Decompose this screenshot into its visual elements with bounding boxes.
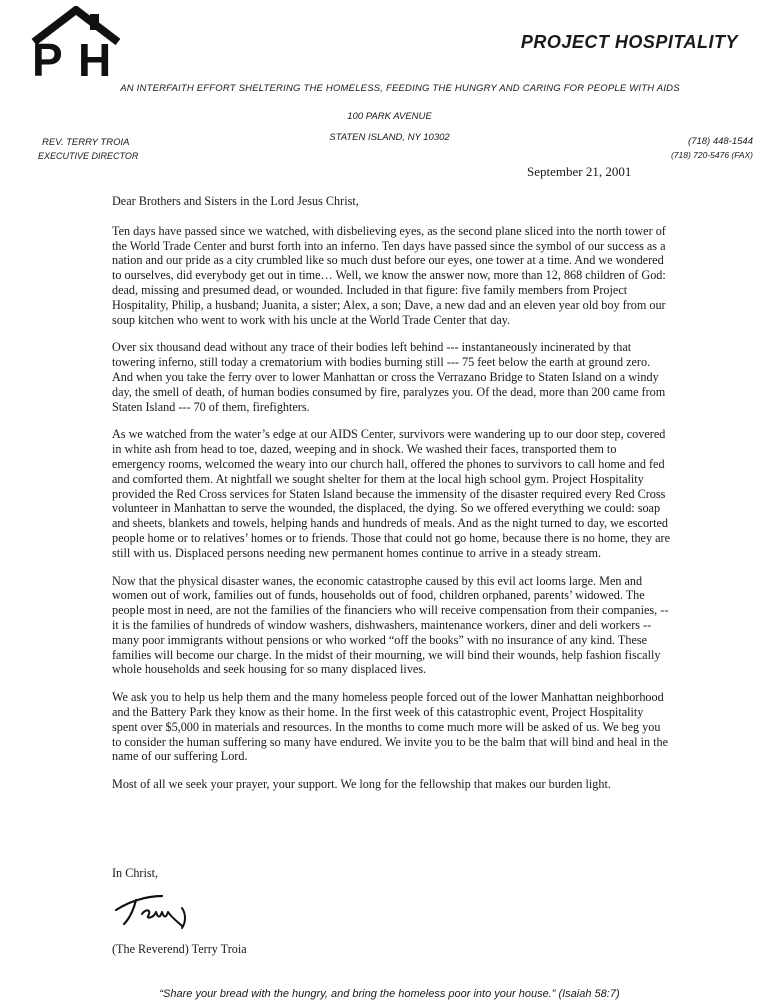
svg-text:H: H [78, 34, 112, 78]
paragraph: Over six thousand dead without any trace of their bodies left behind --- instantaneously incinerated by that towering inferno, still today a crematorium with bodies burning still --- 75 feet below the earth at ground zero. And when you take the ferry over to lower Manhattan or cross the Verrazano Bridge to Staten Island on a windy day, the smell of death, of human bodies consumed by fire, paralyzes you. Of the dead, more than 200 came from Staten Island --- 70 of them, firefighters. [112, 340, 666, 414]
paragraph: Now that the physical disaster wanes, the economic catastrophe caused by this evil act looms large. Men and women out of work, families out of funds, households out of food, children orphaned, parents’ widowed. The people most in need, are not the families of the financiers who will receive compensation from their companies, -- it is the families of hundreds of window washers, dishwashers, maintenance workers, diner and deli workers --many poor immigrants without pensions or who worked “off the books” with no insurance of any kind. These families will become our charge. In the midst of their mourning, we will bind their wounds, help fashion fiscally whole households and seek housing for so many displaced lives. [112, 573, 669, 677]
address-street: 100 PARK AVENUE [347, 111, 432, 122]
organization-name: PROJECT HOSPITALITY [520, 32, 738, 52]
paragraph: We ask you to help us help them and the many homeless people forced out of the lower Manhattan neighborhood and the Battery Park they know as their home. In the first week of this catastrophic event, Project Hospitality spent over $5,000 in materials and resources. In the months to come much more will be asked of us. We beg you to consider the human suffering so many have endured. We invite you to be the balm that will bind and heal in the name of our suffering Lord. [112, 690, 669, 764]
director-title: EXECUTIVE DIRECTOR [38, 151, 139, 161]
letter-body [112, 194, 672, 805]
fax-number: (718) 720-5476 (FAX) [670, 150, 753, 160]
handwritten-signature [112, 888, 202, 930]
closing: In Christ, [112, 866, 159, 880]
svg-text:P: P [32, 34, 63, 78]
salutation: Dear Brothers and Sisters in the Lord Jesus Christ, [112, 194, 359, 208]
project-hospitality-logo [30, 6, 120, 78]
paragraph: Most of all we seek your prayer, your support. We long for the fellowship that makes our burden light. [112, 777, 611, 792]
address-city: STATEN ISLAND, NY 10302 [329, 132, 450, 143]
paragraph: Ten days have passed since we watched, with disbelieving eyes, as the second plane sliced into the north tower of the World Trade Center and burst forth into an inferno. Ten days have passed since the symbol of our success as a nation and our pride as a city crumbled like so much dust before our eyes, one tower at a time. And we wondered to ourselves, did everybody get out in time… Well, we know the answer now, more than 12, 868 children of God: dead, missing and presumed dead, or wounded. Included in that figure: five family members from Project Hospitality, Philip, a husband; Juanita, a sister; Alex, a son; Dave, a new dad and an eleven year old boy from our soup kitchen who went to work with his uncle at the World Trade Center that day. [112, 223, 666, 327]
signed-name: (The Reverend) Terry Troia [112, 942, 247, 956]
paragraph: As we watched from the water’s edge at our AIDS Center, survivors were wandering up to our door step, covered in white ash from head to toe, dazed, weeping and in shock. We washed their faces, transported them to emergency rooms, welcomed the weary into our church hall, offered the phones to survivors to call home and fed and comforted them. At nightfall we sought shelter for them at the local high school gym. Project Hospitality provided the Red Cross services for Staten Island because the immensity of the disaster required every Red Cross volunteer in Manhattan to serve the wounded, the displaced, the dying. So we offered everything we could: soap and sheets, blankets and towels, helping hands and hundreds of meals. And as the night turned to day, we escorted people home or to relatives’ homes or to friends. Those that could not go home, because there is no home, they are still with us. Displaced persons needing new permanent homes continue to arrive in a steady stream. [112, 427, 670, 560]
phone-number: (718) 448-1544 [688, 136, 753, 147]
organization-tagline: AN INTERFAITH EFFORT SHELTERING THE HOMELESS, FEEDING THE HUNGRY AND CARING FOR PEOPLE WITH AIDS [120, 83, 680, 94]
letter-date: September 21, 2001 [527, 164, 632, 179]
footer-scripture-quote: “Share your bread with the hungry, and bring the homeless poor into your house.” (Isaiah 58:7) [159, 988, 620, 1000]
director-name: REV. TERRY TROIA [42, 137, 130, 148]
